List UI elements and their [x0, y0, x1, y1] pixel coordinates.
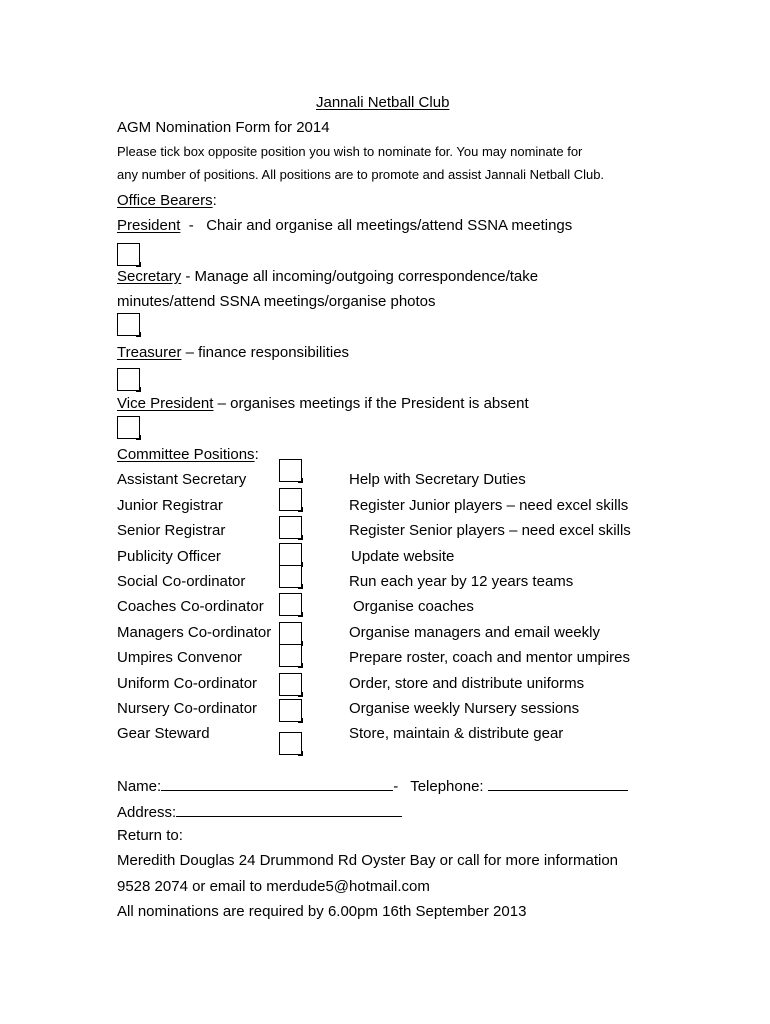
uniform-coordinator-checkbox[interactable] — [279, 673, 302, 696]
social-coordinator-checkbox[interactable] — [279, 565, 302, 588]
name-label: Name: — [117, 778, 162, 795]
return-contact-line: 9528 2074 or email to merdude5@hotmail.com — [117, 878, 430, 895]
form-title: AGM Nomination Form for 2014 — [117, 119, 330, 136]
committee-position-senior-registrar: Senior Registrar — [117, 522, 226, 539]
telephone-field[interactable] — [488, 776, 628, 791]
address-field[interactable] — [176, 802, 402, 817]
treasurer-title: Treasurer — [117, 344, 182, 361]
vice-president-desc: – organises meetings if the President is absent — [213, 395, 529, 412]
committee-desc-senior-registrar: Register Senior players – need excel skills — [349, 522, 631, 539]
committee-position-social-coordinator: Social Co-ordinator — [117, 573, 246, 590]
junior-registrar-checkbox[interactable] — [279, 488, 302, 511]
committee-desc-umpires-convenor: Prepare roster, coach and mentor umpires — [349, 649, 630, 666]
committee-position-junior-registrar: Junior Registrar — [117, 497, 223, 514]
secretary-checkbox[interactable] — [117, 313, 140, 336]
secretary-row — [117, 268, 538, 285]
secretary-title: Secretary — [117, 268, 182, 285]
publicity-officer-checkbox[interactable] — [279, 543, 302, 566]
assistant-secretary-checkbox[interactable] — [279, 459, 302, 482]
secretary-desc-1: - Manage all incoming/outgoing correspondence/take — [181, 268, 539, 285]
president-desc: Chair and organise all meetings/attend SSNA meetings — [206, 217, 573, 234]
treasurer-checkbox[interactable] — [117, 368, 140, 391]
treasurer-row — [117, 344, 349, 361]
committee-desc-junior-registrar: Register Junior players – need excel skills — [349, 497, 629, 514]
intro-line-1: Please tick box opposite position you wish to nominate for. You may nominate for — [117, 144, 583, 159]
committee-position-umpires-convenor: Umpires Convenor — [117, 649, 243, 666]
name-dash: - — [393, 778, 399, 795]
committee-desc-social-coordinator: Run each year by 12 years teams — [349, 573, 574, 590]
return-to-label: Return to: — [117, 827, 183, 844]
telephone-label: Telephone: — [410, 778, 488, 795]
return-address-line: Meredith Douglas 24 Drummond Rd Oyster Bay or call for more information — [117, 852, 619, 869]
name-telephone-row — [117, 776, 628, 795]
committee-heading: Committee Positions: — [117, 446, 259, 463]
committee-desc-coaches-coordinator: Organise coaches — [353, 598, 474, 615]
committee-position-uniform-coordinator: Uniform Co-ordinator — [117, 675, 258, 692]
committee-desc-managers-coordinator: Organise managers and email weekly — [349, 624, 600, 641]
vice-president-row — [117, 395, 529, 412]
committee-position-assistant-secretary: Assistant Secretary — [117, 471, 247, 488]
committee-desc-gear-steward: Store, maintain & distribute gear — [349, 725, 564, 742]
address-row — [117, 802, 402, 821]
umpires-convenor-checkbox[interactable] — [279, 644, 302, 667]
president-sep: - — [180, 217, 207, 234]
president-checkbox[interactable] — [117, 243, 140, 266]
address-label: Address: — [117, 804, 177, 821]
committee-position-managers-coordinator: Managers Co-ordinator — [117, 624, 272, 641]
name-field[interactable] — [161, 776, 393, 791]
deadline-text: All nominations are required by 6.00pm 16th September 2013 — [117, 903, 527, 920]
office-bearers-heading: Office Bearers: — [117, 192, 217, 209]
vice-president-checkbox[interactable] — [117, 416, 140, 439]
committee-desc-assistant-secretary: Help with Secretary Duties — [349, 471, 526, 488]
president-row — [117, 217, 572, 234]
president-title: President — [117, 217, 181, 234]
coaches-coordinator-checkbox[interactable] — [279, 593, 302, 616]
committee-position-nursery-coordinator: Nursery Co-ordinator — [117, 700, 258, 717]
nursery-coordinator-checkbox[interactable] — [279, 699, 302, 722]
committee-position-gear-steward: Gear Steward — [117, 725, 210, 742]
treasurer-desc: – finance responsibilities — [181, 344, 350, 361]
vice-president-title: Vice President — [117, 395, 214, 412]
committee-desc-publicity-officer: Update website — [351, 548, 455, 565]
committee-desc-uniform-coordinator: Order, store and distribute uniforms — [349, 675, 585, 692]
committee-desc-nursery-coordinator: Organise weekly Nursery sessions — [349, 700, 580, 717]
committee-position-publicity-officer: Publicity Officer — [117, 548, 221, 565]
gear-steward-checkbox[interactable] — [279, 732, 302, 755]
managers-coordinator-checkbox[interactable] — [279, 622, 302, 645]
intro-line-2: any number of positions. All positions are to promote and assist Jannali Netball Club. — [117, 167, 605, 182]
secretary-desc-2: minutes/attend SSNA meetings/organise photos — [117, 293, 436, 310]
senior-registrar-checkbox[interactable] — [279, 516, 302, 539]
committee-position-coaches-coordinator: Coaches Co-ordinator — [117, 598, 264, 615]
club-title: Jannali Netball Club — [316, 94, 450, 111]
